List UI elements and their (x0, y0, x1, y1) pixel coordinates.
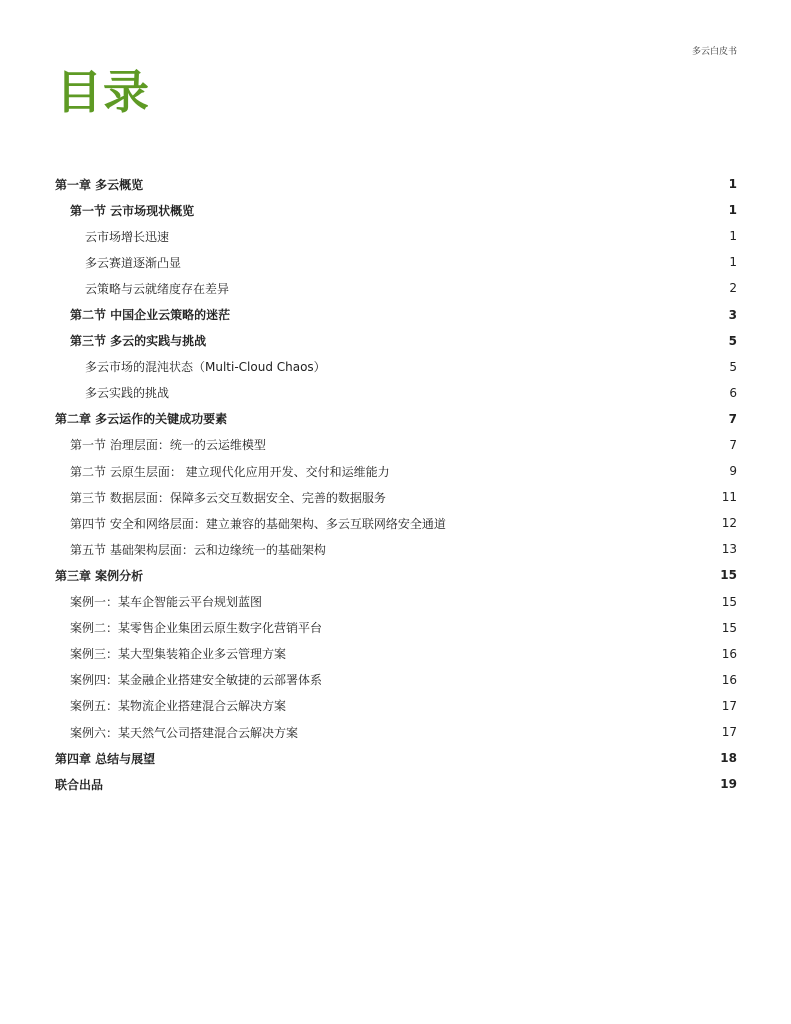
toc-entry[interactable] (55, 458, 737, 484)
toc-entry-page-number: 19 (720, 777, 737, 792)
toc-entry-label: 案例二：某零售企业集团云原生数字化营销平台 (70, 621, 323, 636)
toc-entry[interactable] (55, 745, 737, 771)
toc-entry-label: 第二节 中国企业云策略的迷茫 (70, 308, 231, 323)
toc-entry-label: 第二节 云原生层面： 建立现代化应用开发、交付和运维能力 (70, 464, 390, 479)
toc-entry-page-number: 5 (729, 359, 737, 374)
toc-entry-label: 第一节 云市场现状概览 (70, 203, 195, 218)
toc-entry[interactable] (55, 536, 737, 562)
toc-entry-page-number: 17 (721, 698, 737, 713)
toc-entry[interactable] (55, 667, 737, 693)
toc-entry[interactable] (55, 380, 737, 406)
toc-entry-label: 联合出品 (55, 777, 104, 792)
table-of-contents (55, 171, 737, 797)
toc-entry[interactable] (55, 719, 737, 745)
toc-entry-page-number: 11 (721, 490, 737, 505)
toc-entry[interactable] (55, 432, 737, 458)
toc-entry[interactable] (55, 615, 737, 641)
toc-entry-page-number: 1 (728, 203, 737, 218)
toc-entry-page-number: 9 (729, 464, 737, 479)
toc-entry-label: 第二章 多云运作的关键成功要素 (55, 412, 228, 427)
toc-entry-page-number: 3 (728, 307, 737, 322)
toc-entry-label: 云策略与云就绪度存在差异 (85, 281, 230, 296)
toc-entry[interactable] (55, 510, 737, 536)
toc-entry-label: 案例三：某大型集装箱企业多云管理方案 (70, 647, 287, 662)
toc-entry[interactable] (55, 223, 737, 249)
toc-entry[interactable] (55, 641, 737, 667)
toc-entry-page-number: 1 (728, 177, 737, 192)
toc-entry-page-number: 5 (728, 333, 737, 348)
toc-entry-label: 第五节 基础架构层面：云和边缘统一的基础架构 (70, 542, 326, 557)
toc-entry[interactable] (55, 484, 737, 510)
toc-entry[interactable] (55, 406, 737, 432)
toc-entry-label: 第四章 总结与展望 (55, 751, 156, 766)
toc-entry-label: 案例一：某车企智能云平台规划蓝图 (70, 595, 263, 610)
toc-entry-label: 案例六：某天然气公司搭建混合云解决方案 (70, 725, 299, 740)
toc-entry[interactable] (55, 771, 737, 797)
toc-entry[interactable] (55, 301, 737, 327)
toc-entry-page-number: 15 (721, 620, 737, 635)
toc-entry-page-number: 12 (721, 516, 737, 531)
toc-entry-page-number: 15 (720, 568, 737, 583)
toc-entry-label: 案例五：某物流企业搭建混合云解决方案 (70, 699, 287, 714)
toc-entry-label: 第四节 安全和网络层面：建立兼容的基础架构、多云互联网络安全通道 (70, 516, 446, 531)
toc-entry-page-number: 7 (729, 437, 737, 452)
toc-entry[interactable] (55, 354, 737, 380)
toc-entry-label: 多云实践的挑战 (85, 386, 170, 401)
toc-entry-page-number: 7 (728, 411, 737, 426)
toc-entry[interactable] (55, 275, 737, 301)
toc-entry-label: 第三节 多云的实践与挑战 (70, 334, 207, 349)
toc-entry-page-number: 15 (721, 594, 737, 609)
toc-entry-label: 案例四：某金融企业搭建安全敏捷的云部署体系 (70, 673, 323, 688)
toc-entry-label: 第三节 数据层面：保障多云交互数据安全、完善的数据服务 (70, 490, 386, 505)
toc-entry-label: 第一章 多云概览 (55, 177, 144, 192)
header-note: 多云白皮书 (691, 47, 737, 57)
toc-entry-label: 多云市场的混沌状态（Multi-Cloud Chaos） (85, 360, 326, 375)
toc-entry-label: 多云赛道逐渐凸显 (85, 255, 182, 270)
toc-entry-label: 第一节 治理层面：统一的云运维模型 (70, 438, 266, 453)
toc-entry-page-number: 16 (721, 646, 737, 661)
toc-entry[interactable] (55, 589, 737, 615)
toc-entry-page-number: 1 (729, 229, 737, 244)
toc-entry[interactable] (55, 693, 737, 719)
page-title: 目录 (56, 65, 150, 119)
toc-entry-page-number: 17 (721, 725, 737, 740)
toc-entry[interactable] (55, 249, 737, 275)
toc-entry-page-number: 13 (721, 542, 737, 557)
toc-entry[interactable] (55, 171, 737, 197)
toc-entry-page-number: 2 (729, 281, 737, 296)
toc-entry[interactable] (55, 562, 737, 588)
toc-entry-label: 第三章 案例分析 (55, 568, 144, 583)
toc-entry-label: 云市场增长迅速 (85, 229, 170, 244)
toc-entry-page-number: 16 (721, 672, 737, 687)
toc-entry-page-number: 1 (729, 255, 737, 270)
toc-entry-page-number: 6 (729, 385, 737, 400)
toc-entry-page-number: 18 (720, 751, 737, 766)
toc-entry[interactable] (55, 328, 737, 354)
toc-entry[interactable] (55, 197, 737, 223)
